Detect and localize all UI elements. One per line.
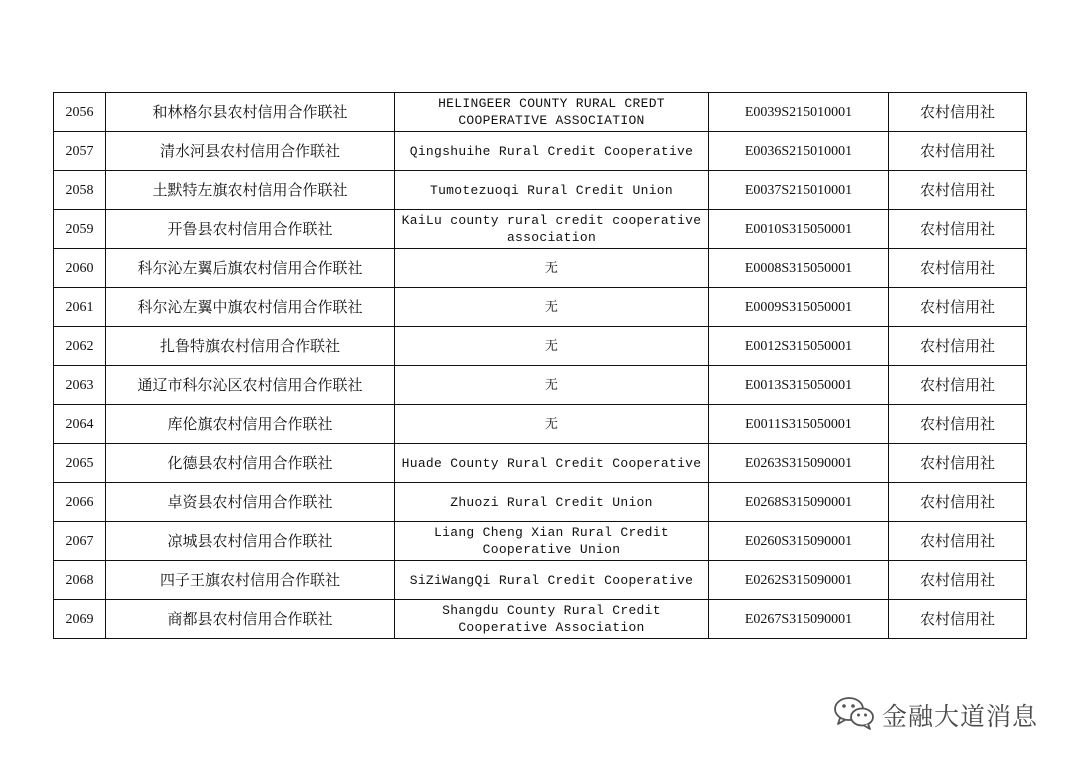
institution-code: E0037S215010001 [709,171,889,210]
institution-name-en: Qingshuihe Rural Credit Cooperative [395,132,709,171]
institution-code: E0260S315090001 [709,522,889,561]
institution-name-en: HELINGEER COUNTY RURAL CREDT COOPERATIVE ASSOCIATION [395,93,709,132]
watermark-text: 金融大道消息 [882,702,1039,731]
institution-type: 农村信用社 [889,522,1027,561]
institution-name-cn: 土默特左旗农村信用合作联社 [106,171,395,210]
institution-name-cn: 四子王旗农村信用合作联社 [106,561,395,600]
row-number: 2056 [54,93,106,132]
institution-name-cn: 库伦旗农村信用合作联社 [106,405,395,444]
institution-table [53,92,1027,639]
table-row [54,561,1027,600]
institution-name-en: KaiLu county rural credit cooperative association [395,210,709,249]
institution-code: E0268S315090001 [709,483,889,522]
institution-name-cn: 扎鲁特旗农村信用合作联社 [106,327,395,366]
institution-code: E0008S315050001 [709,249,889,288]
table-row [54,444,1027,483]
table-row [54,600,1027,639]
row-number: 2059 [54,210,106,249]
row-number: 2063 [54,366,106,405]
institution-code: E0036S215010001 [709,132,889,171]
institution-type: 农村信用社 [889,288,1027,327]
institution-type: 农村信用社 [889,171,1027,210]
table-row [54,522,1027,561]
institution-type: 农村信用社 [889,327,1027,366]
institution-code: E0010S315050001 [709,210,889,249]
institution-type: 农村信用社 [889,405,1027,444]
row-number: 2060 [54,249,106,288]
institution-name-cn: 凉城县农村信用合作联社 [106,522,395,561]
institution-type: 农村信用社 [889,132,1027,171]
institution-name-cn: 开鲁县农村信用合作联社 [106,210,395,249]
table-row [54,93,1027,132]
table-body [54,93,1027,639]
table-row [54,405,1027,444]
wechat-icon [832,695,876,735]
institution-code: E0262S315090001 [709,561,889,600]
table-row [54,327,1027,366]
institution-name-cn: 科尔沁左翼后旗农村信用合作联社 [106,249,395,288]
institution-name-en: Tumotezuoqi Rural Credit Union [395,171,709,210]
institution-type: 农村信用社 [889,210,1027,249]
institution-type: 农村信用社 [889,444,1027,483]
row-number: 2057 [54,132,106,171]
institution-type: 农村信用社 [889,600,1027,639]
row-number: 2066 [54,483,106,522]
row-number: 2065 [54,444,106,483]
institution-code: E0009S315050001 [709,288,889,327]
institution-type: 农村信用社 [889,561,1027,600]
institution-type: 农村信用社 [889,93,1027,132]
institution-code: E0013S315050001 [709,366,889,405]
row-number: 2067 [54,522,106,561]
institution-name-en: 无 [395,366,709,405]
watermark [832,697,1038,733]
institution-type: 农村信用社 [889,483,1027,522]
institution-name-en: Shangdu County Rural Credit Cooperative Association [395,600,709,639]
institution-name-cn: 清水河县农村信用合作联社 [106,132,395,171]
row-number: 2061 [54,288,106,327]
institution-name-en: 无 [395,327,709,366]
institution-name-en: Zhuozi Rural Credit Union [395,483,709,522]
table-row [54,210,1027,249]
institution-code: E0039S215010001 [709,93,889,132]
row-number: 2058 [54,171,106,210]
table-row [54,171,1027,210]
institution-type: 农村信用社 [889,249,1027,288]
row-number: 2062 [54,327,106,366]
table-row [54,483,1027,522]
institution-code: E0012S315050001 [709,327,889,366]
institution-name-en: 无 [395,405,709,444]
institution-type: 农村信用社 [889,366,1027,405]
institution-name-cn: 科尔沁左翼中旗农村信用合作联社 [106,288,395,327]
table-row [54,288,1027,327]
table-row [54,366,1027,405]
institution-name-en: Huade County Rural Credit Cooperative [395,444,709,483]
institution-name-cn: 商都县农村信用合作联社 [106,600,395,639]
table-row [54,132,1027,171]
row-number: 2064 [54,405,106,444]
institution-name-cn: 卓资县农村信用合作联社 [106,483,395,522]
institution-name-cn: 和林格尔县农村信用合作联社 [106,93,395,132]
institution-name-en: 无 [395,288,709,327]
row-number: 2069 [54,600,106,639]
institution-code: E0263S315090001 [709,444,889,483]
institution-name-cn: 化德县农村信用合作联社 [106,444,395,483]
institution-name-en: 无 [395,249,709,288]
institution-name-en: Liang Cheng Xian Rural Credit Cooperative Union [395,522,709,561]
institution-name-cn: 通辽市科尔沁区农村信用合作联社 [106,366,395,405]
institution-code: E0267S315090001 [709,600,889,639]
table-row [54,249,1027,288]
institution-name-en: SiZiWangQi Rural Credit Cooperative [395,561,709,600]
institution-code: E0011S315050001 [709,405,889,444]
row-number: 2068 [54,561,106,600]
